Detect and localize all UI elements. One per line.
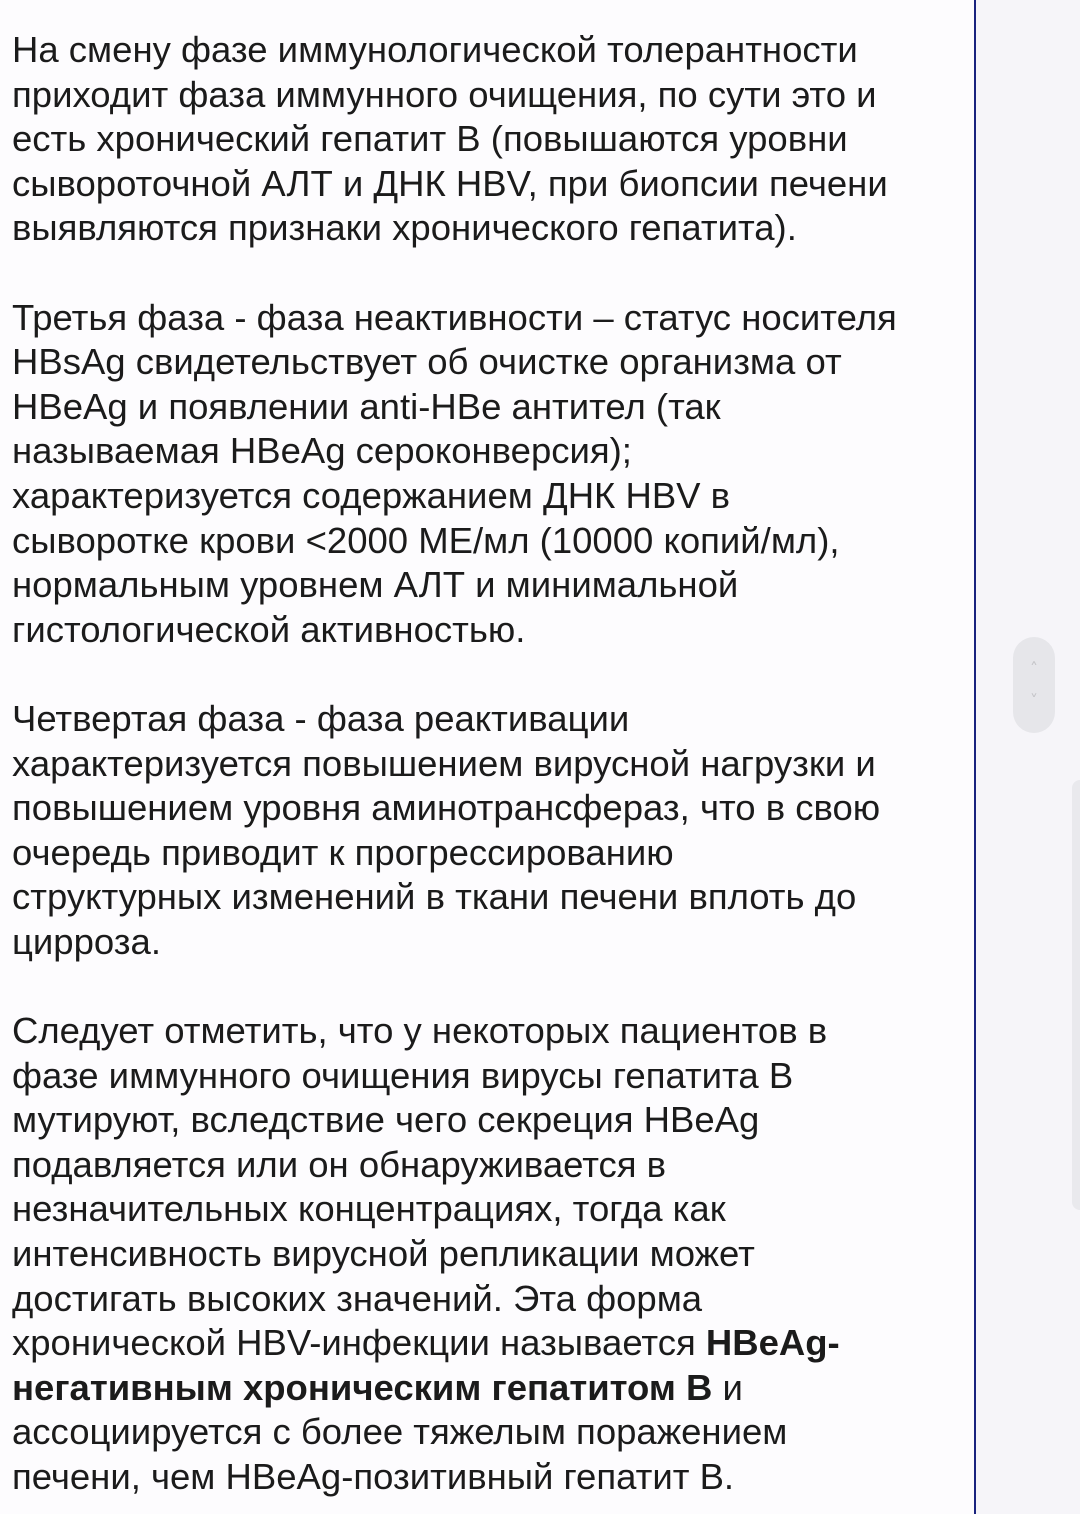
text-line: нормальным уровнем АЛТ и минимальной — [12, 564, 739, 606]
text-line: гистологической активностью. — [12, 608, 526, 650]
paragraph-inactive-phase — [12, 296, 974, 653]
text-line: интенсивность вирусной репликации может — [12, 1233, 755, 1275]
text-line: характеризуется повышением вирусной нагрузки и — [12, 742, 876, 784]
text-line: выявляются признаки хронического гепатита). — [12, 207, 797, 249]
paragraph-hbeag-negative — [12, 1009, 974, 1500]
text-line: называемая HBeAg сероконверсия); — [12, 430, 632, 472]
text-line: HBsAg свидетельствует об очистке организма от — [12, 341, 842, 383]
text-line: сывороточной АЛТ и ДНК HBV, при биопсии печени — [12, 162, 888, 204]
text-line: характеризуется содержанием ДНК HBV в — [12, 474, 731, 516]
paragraph-reactivation-phase — [12, 697, 974, 965]
text-line: достигать высоких значений. Эта форма — [12, 1277, 703, 1319]
text-line-mixed — [12, 1366, 974, 1411]
text-line: есть хронический гепатит В (повышаются уровни — [12, 118, 848, 160]
paragraph-immune-clearance — [12, 28, 974, 251]
text-line: Третья фаза - фаза неактивности – статус носителя — [12, 296, 897, 338]
text-line: печени, чем HBeAg-позитивный гепатит В. — [12, 1456, 735, 1497]
text-line: подавляется или он обнаруживается в — [12, 1143, 667, 1185]
text-line: Следует отметить, что у некоторых пациентов в — [12, 1010, 828, 1052]
edge-panel-handle[interactable] — [1072, 780, 1080, 1210]
bold-term: HBeAg- — [705, 1322, 840, 1364]
text-line: приходит фаза иммунного очищения, по сути это и — [12, 73, 877, 115]
fast-scroll-handle[interactable] — [1013, 637, 1055, 733]
chevron-down-icon: ˅ — [1030, 691, 1038, 710]
text-line: На смену фазе иммунологической толерантности — [12, 29, 858, 70]
text-line: повышением уровня аминотрансфераз, что в свою — [12, 787, 881, 829]
text-line: фазе иммунного очищения вирусы гепатита В — [12, 1054, 794, 1096]
text-line: ассоциируется с более тяжелым поражением — [12, 1411, 788, 1453]
text-line: очередь приводит к прогрессированию — [12, 831, 674, 873]
text-line-mixed — [12, 1321, 974, 1366]
text-line: незначительных концентрациях, тогда как — [12, 1188, 726, 1230]
text-line: HBeAg и появлении anti-HBe антител (так — [12, 385, 721, 427]
text-line: мутируют, вследствие чего секреция HBeAg — [12, 1099, 760, 1141]
text-line: цирроза. — [12, 920, 161, 962]
text-segment: хронической HBV-инфекции называется — [12, 1322, 706, 1364]
bold-term: негативным хроническим гепатитом В — [12, 1366, 713, 1408]
text-line: Четвертая фаза - фаза реактивации — [12, 697, 630, 739]
text-line: сыворотке крови <2000 МЕ/мл (10000 копий/мл), — [12, 519, 840, 561]
side-gutter — [976, 0, 1080, 1514]
text-segment: и — [712, 1366, 743, 1408]
text-line: структурных изменений в ткани печени вплоть до — [12, 876, 857, 918]
chevron-up-icon: ˄ — [1030, 659, 1038, 678]
